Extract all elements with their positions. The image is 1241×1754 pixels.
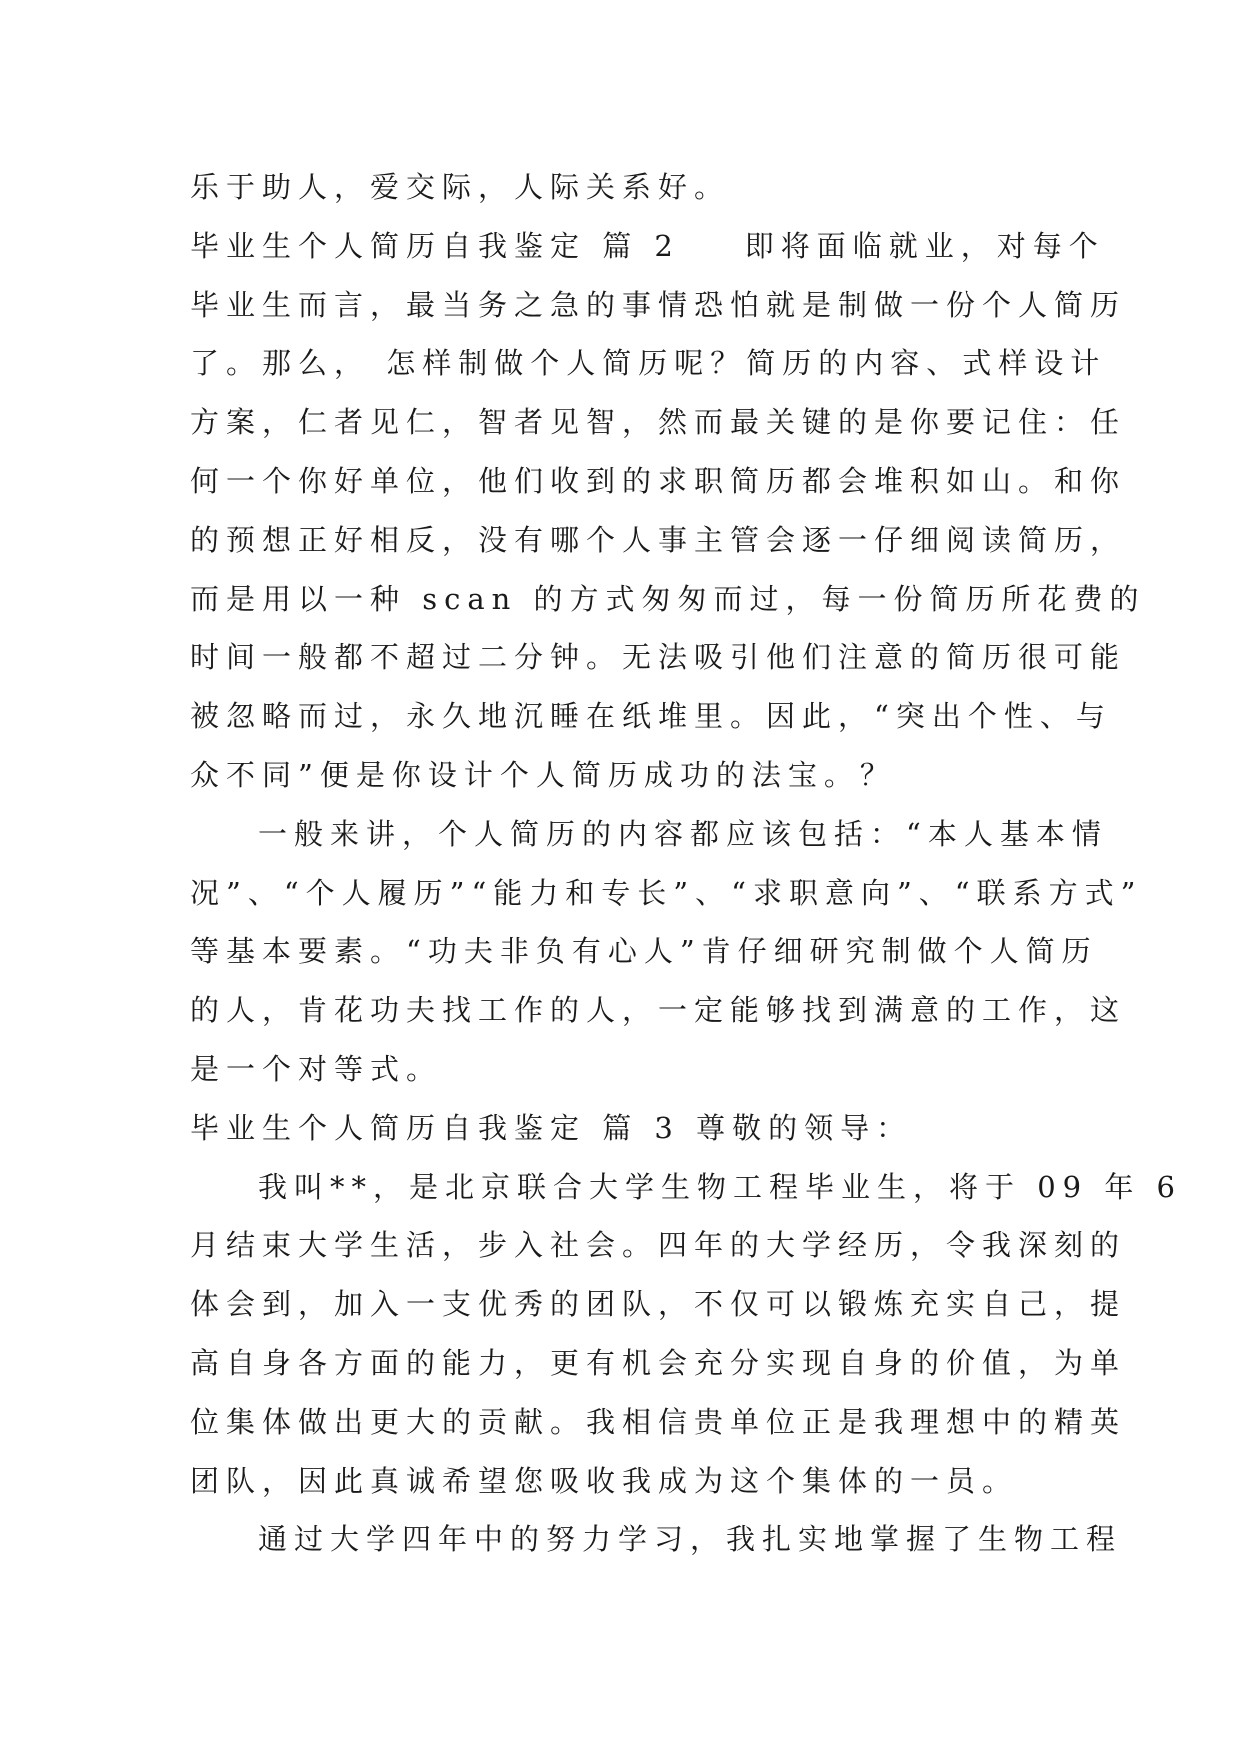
- text-line: 是一个对等式。: [190, 1051, 443, 1086]
- text-line: 而是用以一种 scan 的方式匆匆而过，每一份简历所花费的: [190, 581, 1146, 616]
- text-line: 众不同”便是你设计个人简历成功的法宝。？: [190, 757, 896, 792]
- text-line: 的人，肯花功夫找工作的人，一定能够找到满意的工作，这: [190, 993, 1127, 1028]
- text-line: 时间一般都不超过二分钟。无法吸引他们注意的简历很可能: [190, 640, 1127, 675]
- text-line: 毕业生而言，最当务之急的事情恐怕就是制做一份个人简历: [190, 287, 1127, 322]
- text-line: 何一个你好单位，他们收到的求职简历都会堆积如山。和你: [190, 463, 1127, 498]
- text-line: 高自身各方面的能力，更有机会充分实现自身的价值，为单: [190, 1345, 1127, 1380]
- text-line: 的预想正好相反，没有哪个人事主管会逐一仔细阅读简历，: [190, 522, 1127, 557]
- text-line: 月结束大学生活，步入社会。四年的大学经历，令我深刻的: [190, 1228, 1127, 1263]
- paragraph-first-line: 我叫**，是北京联合大学生物工程毕业生，将于 09 年 6: [258, 1169, 1183, 1204]
- text-line: 况”、“个人履历”“能力和专长”、“求职意向”、“联系方式”: [190, 875, 1143, 910]
- text-line: 团队，因此真诚希望您吸收我成为这个集体的一员。: [190, 1463, 1019, 1498]
- document-body: [190, 158, 1183, 1569]
- paragraph-first-line: 一般来讲，个人简历的内容都应该包括：“本人基本情: [258, 816, 1108, 851]
- text-line: 等基本要素。“功夫非负有心人”肯仔细研究制做个人简历: [190, 934, 1098, 969]
- section-heading-line: 毕业生个人简历自我鉴定 篇 2 即将面临就业，对每个: [190, 228, 1105, 263]
- text-line: 乐于助人，爱交际，人际关系好。: [190, 170, 731, 204]
- text-line: 方案，仁者见仁，智者见智，然而最关键的是你要记住：任: [190, 405, 1127, 440]
- text-line: 被忽略而过，永久地沉睡在纸堆里。因此，“突出个性、与: [190, 699, 1112, 734]
- text-line: 位集体做出更大的贡献。我相信贵单位正是我理想中的精英: [190, 1404, 1127, 1439]
- paragraph-first-line: 通过大学四年中的努力学习，我扎实地掌握了生物工程: [258, 1522, 1123, 1557]
- text-line: 了。那么， 怎样制做个人简历呢？简历的内容、式样设计: [190, 346, 1107, 381]
- section-heading-line: 毕业生个人简历自我鉴定 篇 3 尊敬的领导：: [190, 1110, 913, 1145]
- text-line: 体会到，加入一支优秀的团队，不仅可以锻炼充实自己，提: [190, 1287, 1127, 1322]
